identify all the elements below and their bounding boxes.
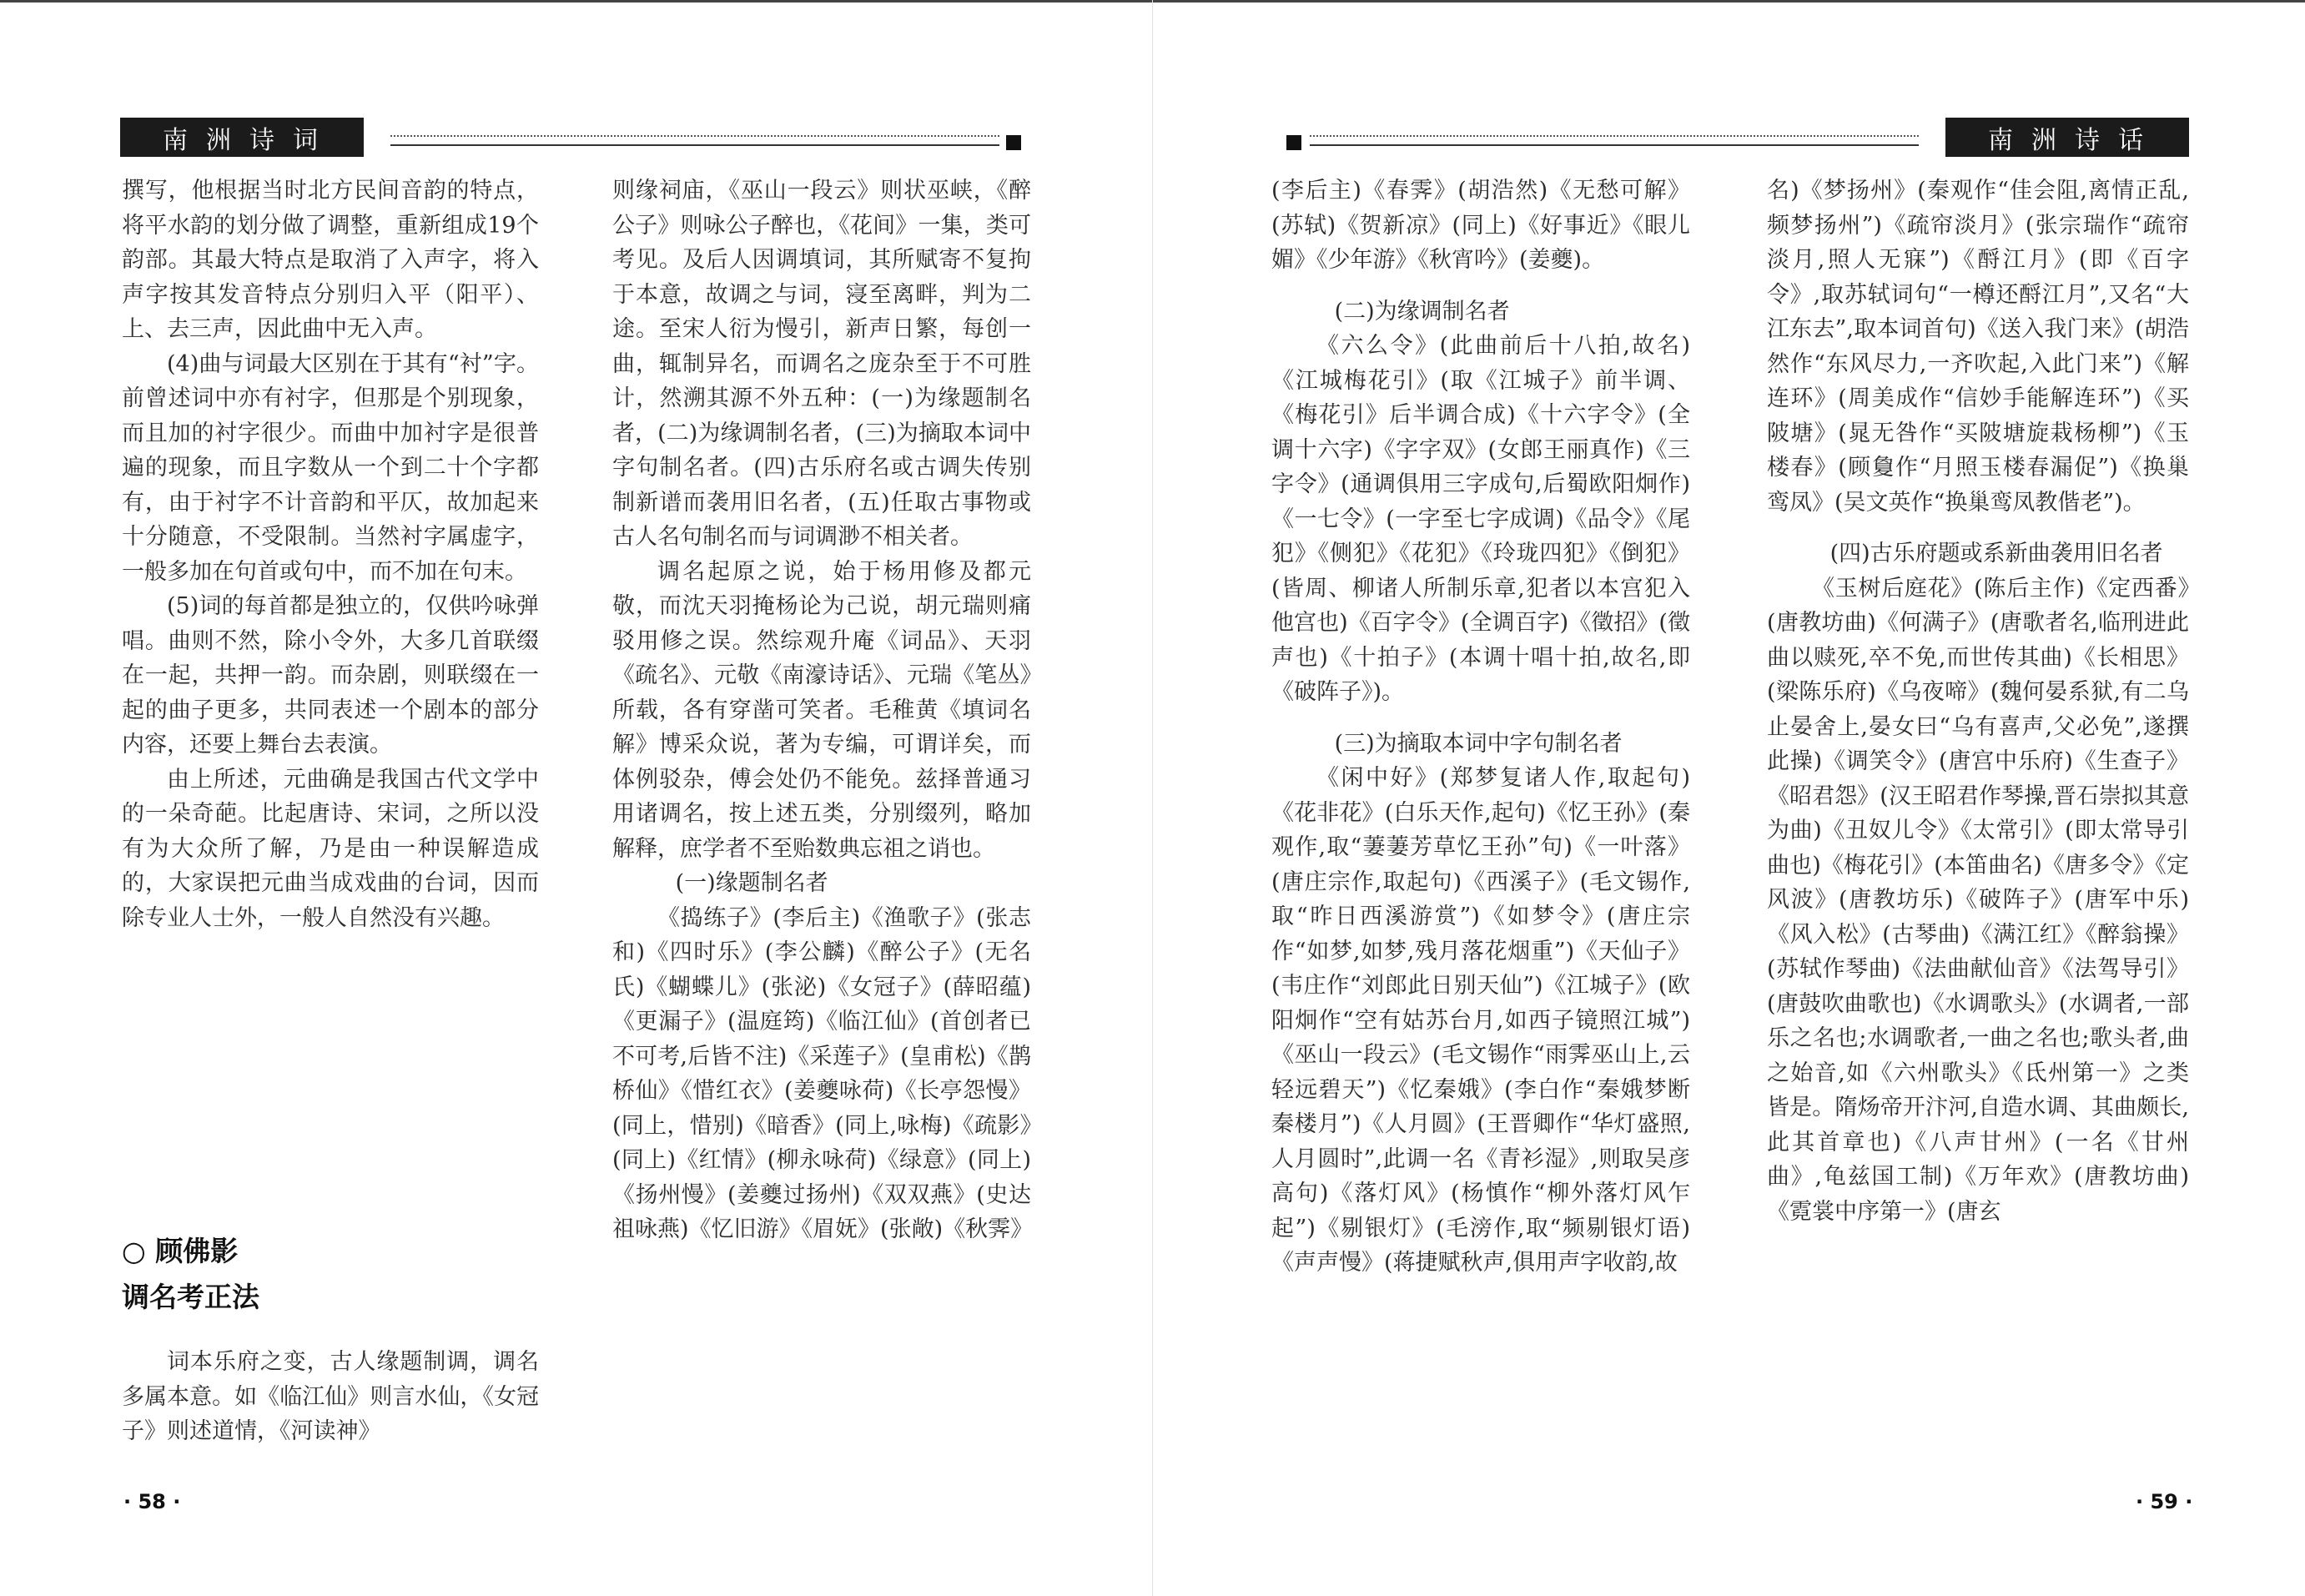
left-column-2 (612, 174, 1034, 1247)
section-heading: (四)古乐府题或系新曲袭用旧名者 (1829, 541, 2163, 566)
right-header-rule (1310, 144, 1919, 146)
right-column-1 (1271, 174, 1690, 1281)
paragraph: 撰写，他根据当时北方民间音韵的特点，将平水韵的划分做了调整，重新组成19个韵部。其最大特点是取消了入声字，将入声字按其发音特点分别归入平（阳平）、上、去三声，因此曲中无入声。 (122, 178, 539, 342)
paragraph: 《闲中好》(郑梦复诸人作,取起句)《花非花》(白乐天作,起句)《忆王孙》(秦观作,取“萋萋芳草忆王孙”句)《一叶落》(唐庄宗作,取起句)《西溪子》(毛文锡作,取“昨日西溪游赏”)《如梦令》(唐庄宗作“如梦,如梦,残月落花烟重”)《天仙子》(韦庄作“刘郎此日别天仙”)《江城子》(欧阳炯作“空有姑苏台月,如西子镜照江城”)《巫山一段云》(毛文锡作“雨霁巫山上,云轻远碧天”)《忆秦娥》(李白作“秦娥梦断秦楼月”)《人月圆》(王晋卿作“华灯盛照,人月圆时”,此调一名《青衫湿》,则取吴彦高句)《落灯风》(杨慎作“柳外落灯风乍起”)《剔银灯》(毛滂作,取“频剔银灯语)《声声慢》(蒋捷赋秋声,俱用声字收韵,故 (1271, 765, 1690, 1276)
section-heading: (一)缘题制名者 (675, 870, 828, 896)
paragraph: 词本乐府之变，古人缘题制调，调名多属本意。如《临江仙》则言水仙，《女冠子》则述道情，《河读神》 (122, 1349, 539, 1444)
left-header-square (1006, 135, 1021, 150)
right-header-square (1286, 135, 1301, 150)
article-intro (122, 1345, 539, 1449)
right-page (1153, 0, 2305, 1596)
right-header-tag: 南洲诗话 (1945, 118, 2189, 157)
paragraph: (5)词的每首都是独立的，仅供吟咏弹唱。曲则不然，除小令外，大多几首联缀在一起，共押一韵。而杂剧，则联缀在一起的曲子更多，共同表述一个剧本的部分内容，还要上舞台去表演。 (122, 593, 539, 758)
section-heading: (三)为摘取本词中字句制名者 (1334, 730, 1623, 757)
paragraph: (4)曲与词最大区别在于其有“衬”字。前曾述词中亦有衬字，但那是个别现象，而且加的衬字很少。而曲中加衬字是很普遍的现象，而且字数从一个到二十个字都有，由于衬字不计音韵和平仄，故加起来十分随意，不受限制。当然衬字属虚字，一般多加在句首或句中，而不加在句末。 (122, 350, 539, 585)
left-page (0, 0, 1152, 1596)
left-header-rule (390, 144, 999, 146)
left-header-tag: 南洲诗词 (120, 118, 364, 157)
right-header-dotted-rule (1310, 135, 1919, 137)
page-number: · 58 · (123, 1490, 181, 1513)
paragraph: 由上所述，元曲确是我国古代文学中的一朵奇葩。比起唐诗、宋词，之所以没有为大众所了解，乃是由一种误解造成的，大家误把元曲当成戏曲的台词，因而除专业人士外，一般人自然没有兴趣。 (122, 766, 539, 931)
paragraph: 《玉树后庭花》(陈后主作)《定西番》(唐教坊曲)《何满子》(唐歌者名,临刑进此曲以赎死,卒不免,而世传其曲)《长相思》(梁陈乐府)《乌夜啼》(魏何晏系狱,有二乌止晏舍上,晏女曰“乌有喜声,父必免”,遂撰此操)《调笑令》(唐宫中乐府)《生查子》《昭君怨》(汉王昭君作琴操,晋石崇拟其意为曲)《丑奴儿令》《太常引》(即太常导引曲也)《梅花引》(本笛曲名)《唐多令》《定风波》(唐教坊乐)《破阵子》(唐军中乐)《风入松》(古琴曲)《满江红》《醉翁操》(苏轼作琴曲)《法曲献仙音》《法驾导引》(唐鼓吹曲歌也)《水调歌头》(水调者,一部乐之名也;水调歌者,一曲之名也;歌头者,曲之始音,如《六州歌头》《氐州第一》之类皆是。隋炀帝开汴河,自造水调、其曲颇长,此其首章也)《八声甘州》(一名《甘州曲》,龟兹国工制)《万年欢》(唐教坊曲)《霓裳中序第一》(唐玄 (1767, 575, 2189, 1225)
left-column-1 (122, 174, 539, 935)
paragraph: (李后主)《春霁》(胡浩然)《无愁可解》(苏轼)《贺新凉》(同上)《好事近》《眼儿媚》《少年游》《秋宵吟》(姜夔)。 (1271, 178, 1690, 273)
left-header-dotted-rule (390, 135, 999, 137)
section-heading: (二)为缘调制名者 (1334, 298, 1510, 325)
article-author: ○ 顾佛影 (122, 1235, 239, 1267)
paragraph: 调名起原之说，始于杨用修及都元敬，而沈天羽掩杨论为己说，胡元瑞则痛驳用修之误。然综观升庵《词品》、天羽《疏名》、元敬《南濠诗话》、元瑞《笔丛》所载，各有穿凿可笑者。毛稚黄《填词名解》博采众说，著为专编，可谓详矣，而体例驳杂，傅会处仍不能免。兹择普通习用诸调名，按上述五类，分别缀列，略加解释，庶学者不至贻数典忘祖之诮也。 (612, 558, 1031, 862)
paragraph: 《捣练子》(李后主)《渔歌子》(张志和)《四时乐》(李公麟)《醉公子》(无名氏)《蝴蝶儿》(张泌)《女冠子》(薛昭蕴)《更漏子》(温庭筠)《临江仙》(首创者已不可考,后皆不注)《采莲子》(皇甫松)《鹊桥仙》《惜红衣》(姜夔咏荷)《长亭怨慢》(同上，惜别)《暗香》(同上,咏梅)《疏影》(同上)《红情》(柳永咏荷)《绿意》(同上)《扬州慢》(姜夔过扬州)《双双燕》(史达祖咏燕)《忆旧游》《眉妩》(张敞)《秋霁》 (612, 904, 1034, 1242)
article-title: 调名考正法 (122, 1281, 259, 1313)
paragraph: 《六么令》(此曲前后十八拍,故名)《江城梅花引》(取《江城子》前半调、《梅花引》后半调合成)《十六字令》(全调十六字)《字字双》(女郎王丽真作)《三字令》(通调俱用三字成句,后蜀欧阳炯作)《一七令》(一字至七字成调)《品令》《尾犯》《侧犯》《花犯》《玲珑四犯》《倒犯》(皆周、柳诸人所制乐章,犯者以本宫犯入他宫也)《百字令》(全调百字)《徵招》(徵声也)《十拍子》(本调十唱十拍,故名,即《破阵子》)。 (1271, 333, 1690, 705)
paragraph: 则缘祠庙，《巫山一段云》则状巫峡，《醉公子》则咏公子醉也，《花间》一集，类可考见。及后人因调填词，其所赋寄不复拘于本意，故调之与词，寖至离畔，判为二途。至宋人衍为慢引，新声日繁，每创一曲，辄制异名，而调名之庞杂至于不可胜计，然溯其源不外五种：(一)为缘题制名者，(二)为缘调制名者，(三)为摘取本词中字句制名者。(四)古乐府名或古调失传别制新谱而袭用旧名者，(五)任取古事物或古人名句制名而与词调渺不相关者。 (612, 178, 1031, 550)
right-column-2 (1767, 174, 2189, 1229)
paragraph: 名)《梦扬州》(秦观作“佳会阻,离情正乱,频梦扬州”)《疏帘淡月》(张宗瑞作“疏帘淡月,照人无寐”)《酹江月》(即《百字令》,取苏轼词句“一樽还酹江月”,又名“大江东去”,取本词首句)《送入我门来》(胡浩然作“东风尽力,一齐吹起,入此门来”)《解连环》(周美成作“信妙手能解连环”)《买陂塘》(晁无咎作“买陂塘旋栽杨柳”)《玉楼春》(顾敻作“月照玉楼春漏促”)《换巢鸾凤》(吴文英作“换巢鸾凤教偕老”)。 (1767, 178, 2189, 516)
page-number: · 59 · (2136, 1490, 2193, 1513)
